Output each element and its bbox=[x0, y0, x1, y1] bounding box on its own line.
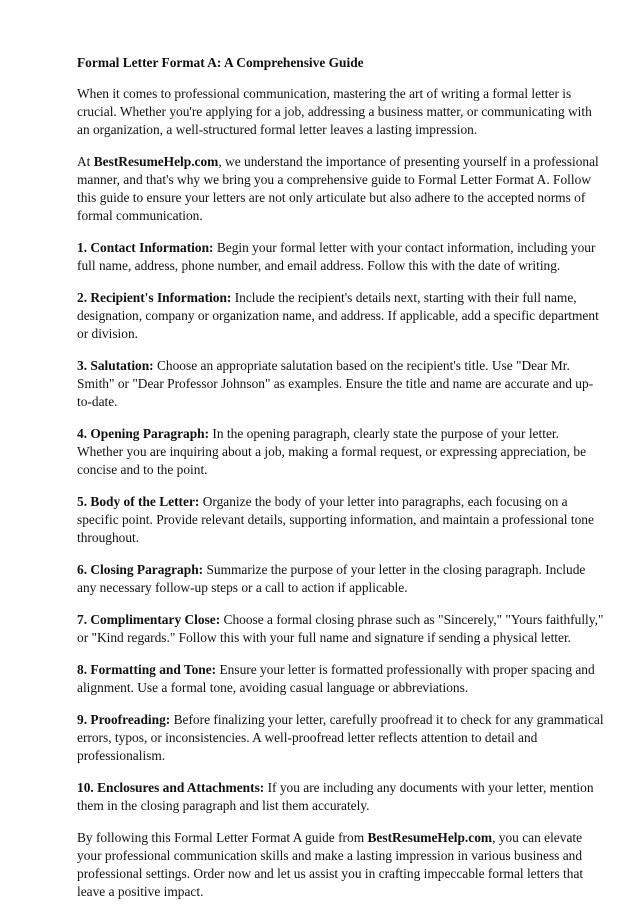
section-heading: 8. Formatting and Tone: bbox=[77, 662, 217, 677]
section-enclosures-and-attachments bbox=[77, 779, 607, 815]
section-heading: 7. Complimentary Close: bbox=[77, 612, 221, 627]
section-body: In the opening paragraph, clearly state the purpose of your letter. Whether you are inquiring about a job, making a formal request, or expressing appreciation, be concise and to the point. bbox=[77, 426, 587, 477]
page-title: Formal Letter Format A: A Comprehensive Guide bbox=[77, 55, 364, 70]
section-heading: 1. Contact Information: bbox=[77, 240, 214, 255]
section-recipient-information bbox=[77, 289, 607, 343]
about-text: , we understand the importance of presenting yourself in a professional manner, and that's why we bring you a comprehensive guide to Formal Letter Format A. Follow this guide to ensure your letters are not only articulate but also adhere to the accepted norms of formal communication. bbox=[77, 154, 599, 223]
closing-paragraph bbox=[77, 829, 607, 901]
section-body: Before finalizing your letter, carefully proofread it to check for any grammatical errors, typos, or inconsistencies. A well-proofread letter reflects attention to detail and professionalism. bbox=[77, 712, 604, 763]
section-heading: 2. Recipient's Information: bbox=[77, 290, 232, 305]
about-prefix: At bbox=[77, 154, 94, 169]
section-body: Choose an appropriate salutation based on the recipient's title. Use "Dear Mr. Smith" or "Dear Professor Johnson" as examples. Ensure the title and name are accurate and up-to-date. bbox=[77, 358, 594, 409]
section-heading: 9. Proofreading: bbox=[77, 712, 171, 727]
section-proofreading bbox=[77, 711, 607, 765]
section-body: Organize the body of your letter into paragraphs, each focusing on a specific point. Provide relevant details, supporting information, and maintain a professional tone throughout. bbox=[77, 494, 594, 545]
section-closing-paragraph bbox=[77, 561, 607, 597]
section-contact-information bbox=[77, 239, 607, 275]
section-body: Include the recipient's details next, starting with their full name, designation, company or organization name, and address. If applicable, add a specific department or division. bbox=[77, 290, 599, 341]
brand-name: BestResumeHelp.com bbox=[367, 830, 493, 845]
document-page bbox=[77, 54, 607, 915]
section-body: Begin your formal letter with your contact information, including your full name, address, phone number, and email address. Follow this with the date of writing. bbox=[77, 240, 596, 273]
section-heading: 3. Salutation: bbox=[77, 358, 154, 373]
intro-paragraph: When it comes to professional communication, mastering the art of writing a formal letter is crucial. Whether you're applying for a job, addressing a business matter, or communicating with an organization, a well-structured formal letter leaves a lasting impression. bbox=[77, 86, 592, 137]
closing-text: , you can elevate your professional communication skills and make a lasting impression in various business and professional settings. Order now and let us assist you in crafting impeccable formal letters that leave a positive impact. bbox=[77, 830, 584, 899]
section-heading: 6. Closing Paragraph: bbox=[77, 562, 204, 577]
brand-name: BestResumeHelp.com bbox=[93, 154, 219, 169]
section-body: Choose a formal closing phrase such as "Sincerely," "Yours faithfully," or "Kind regards." Follow this with your full name and signature if sending a physical letter. bbox=[77, 612, 604, 645]
section-heading: 4. Opening Paragraph: bbox=[77, 426, 210, 441]
section-heading: 10. Enclosures and Attachments: bbox=[77, 780, 265, 795]
closing-prefix: By following this Formal Letter Format A guide from bbox=[77, 830, 368, 845]
section-body: If you are including any documents with your letter, mention them in the closing paragraph and list them accurately. bbox=[77, 780, 594, 813]
section-body: Ensure your letter is formatted professionally with proper spacing and alignment. Use a formal tone, avoiding casual language or abbreviations. bbox=[77, 662, 595, 695]
section-heading: 5. Body of the Letter: bbox=[77, 494, 200, 509]
section-salutation bbox=[77, 357, 607, 411]
section-formatting-and-tone bbox=[77, 661, 607, 697]
section-complimentary-close bbox=[77, 611, 607, 647]
section-opening-paragraph bbox=[77, 425, 607, 479]
section-body-of-letter bbox=[77, 493, 607, 547]
section-body: Summarize the purpose of your letter in the closing paragraph. Include any necessary follow-up steps or a call to action if applicable. bbox=[77, 562, 586, 595]
about-paragraph bbox=[77, 153, 607, 225]
